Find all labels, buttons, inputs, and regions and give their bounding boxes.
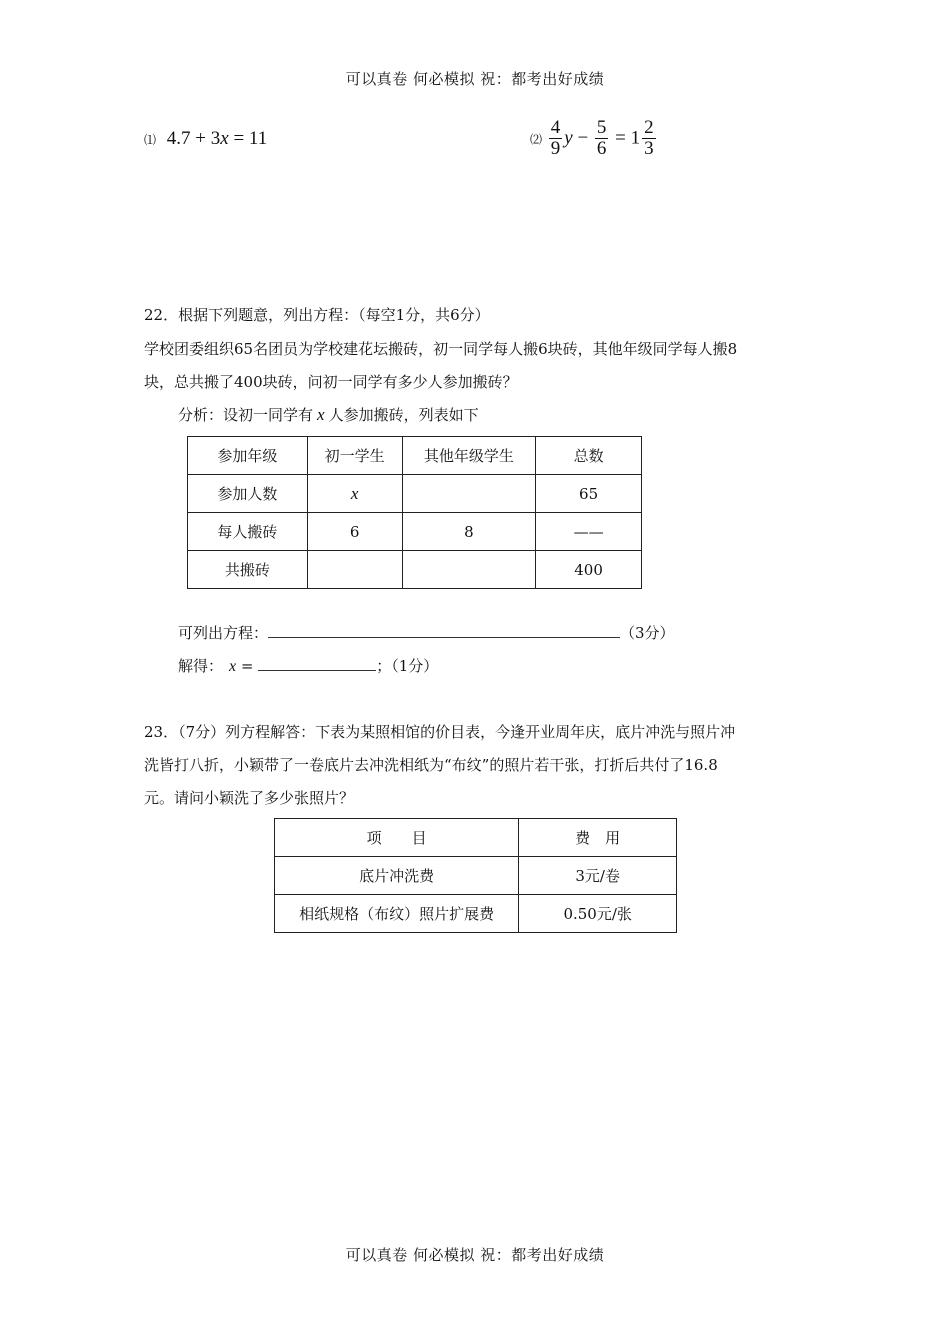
equals-one: = 1 bbox=[610, 127, 641, 149]
table-header-cell: 参加年级 bbox=[188, 437, 308, 475]
table-cell: 0.50元/张 bbox=[519, 895, 677, 933]
equation-1 bbox=[144, 128, 267, 150]
q22-solve-line bbox=[178, 655, 438, 678]
fraction-4-9: $\frac{4}{9}$ bbox=[550, 117, 561, 159]
table-cell: 底片冲洗费 bbox=[275, 857, 519, 895]
table-cell-blank[interactable] bbox=[402, 475, 536, 513]
table-header-cell: 其他年级学生 bbox=[402, 437, 536, 475]
equation-points: （3分） bbox=[620, 624, 675, 642]
q23-price-table bbox=[274, 818, 677, 933]
table-cell: 65 bbox=[536, 475, 642, 513]
q22-equation-line bbox=[178, 622, 675, 644]
table-cell: 400 bbox=[536, 551, 642, 589]
table-row bbox=[188, 475, 642, 513]
q22-text-line2: 块，总共搬了400块砖，问初一同学有多少人参加搬砖？ bbox=[144, 373, 518, 391]
equation-answer-blank[interactable] bbox=[268, 623, 620, 638]
table-cell: 3元/卷 bbox=[519, 857, 677, 895]
q22-analysis: 分析：设初一同学有 x 人参加搬砖，列表如下 bbox=[178, 405, 479, 424]
minus-sign: − bbox=[572, 127, 593, 149]
table-cell-blank[interactable] bbox=[402, 551, 536, 589]
table-cell: 每人搬砖 bbox=[188, 513, 308, 551]
equation-2 bbox=[530, 118, 658, 159]
q23-text-line1: 23．（7分）列方程解答：下表为某照相馆的价目表，今逢开业周年庆，底片冲洗与照片冲 bbox=[144, 723, 736, 741]
table-header-cell: 费 用 bbox=[519, 819, 677, 857]
table-cell: 参加人数 bbox=[188, 475, 308, 513]
table-row bbox=[275, 895, 677, 933]
fraction-2-3: $\frac{2}{3}$ bbox=[644, 117, 654, 159]
equation-label: 可列出方程： bbox=[178, 624, 269, 642]
page-header: 可以真卷 何必模拟 祝：都考出好成绩 bbox=[345, 70, 605, 88]
table-cell: x bbox=[307, 475, 402, 513]
table-row bbox=[188, 437, 642, 475]
q22-text-line1: 学校团委组织65名团员为学校建花坛搬砖，初一同学每人搬6块砖，其他年级同学每人搬8 bbox=[144, 340, 738, 358]
table-header-cell: 初一学生 bbox=[307, 437, 402, 475]
solve-var: x bbox=[229, 658, 237, 675]
table-row bbox=[188, 513, 642, 551]
equation-1-var: x bbox=[220, 128, 229, 149]
table-row bbox=[275, 819, 677, 857]
table-header-cell: 项 目 bbox=[275, 819, 519, 857]
equation-1-rhs: = 11 bbox=[228, 128, 268, 149]
table-row bbox=[275, 857, 677, 895]
q23-text-line2: 洗皆打八折，小颖带了一卷底片去冲洗相纸为“布纹”的照片若干张，打折后共付了16.8 bbox=[144, 756, 718, 774]
solve-answer-blank[interactable] bbox=[258, 656, 376, 671]
table-cell: 8 bbox=[402, 513, 536, 551]
solve-points: ；（1分） bbox=[376, 657, 439, 675]
equation-1-label: ⑴ bbox=[144, 133, 157, 147]
equation-1-lhs: 4.7 + 3 bbox=[166, 128, 221, 149]
solve-equals: = bbox=[236, 657, 259, 675]
page-footer: 可以真卷 何必模拟 祝：都考出好成绩 bbox=[345, 1246, 605, 1264]
q23-text-line3: 元。请问小颖洗了多少张照片？ bbox=[144, 789, 355, 807]
fraction-5-6: $\frac{5}{6}$ bbox=[596, 117, 607, 159]
table-row bbox=[188, 551, 642, 589]
q22-table bbox=[187, 436, 642, 589]
equation-2-label: ⑵ bbox=[530, 132, 543, 147]
q22-title: 22．根据下列题意，列出方程：（每空1分，共6分） bbox=[144, 306, 490, 324]
solve-label: 解得： bbox=[178, 657, 224, 675]
table-cell: —— bbox=[536, 513, 642, 551]
equation-2-var: y bbox=[564, 127, 573, 149]
table-header-cell: 总数 bbox=[536, 437, 642, 475]
table-cell: 相纸规格（布纹）照片扩展费 bbox=[275, 895, 519, 933]
table-cell: 共搬砖 bbox=[188, 551, 308, 589]
table-cell: 6 bbox=[307, 513, 402, 551]
table-cell-blank[interactable] bbox=[307, 551, 402, 589]
